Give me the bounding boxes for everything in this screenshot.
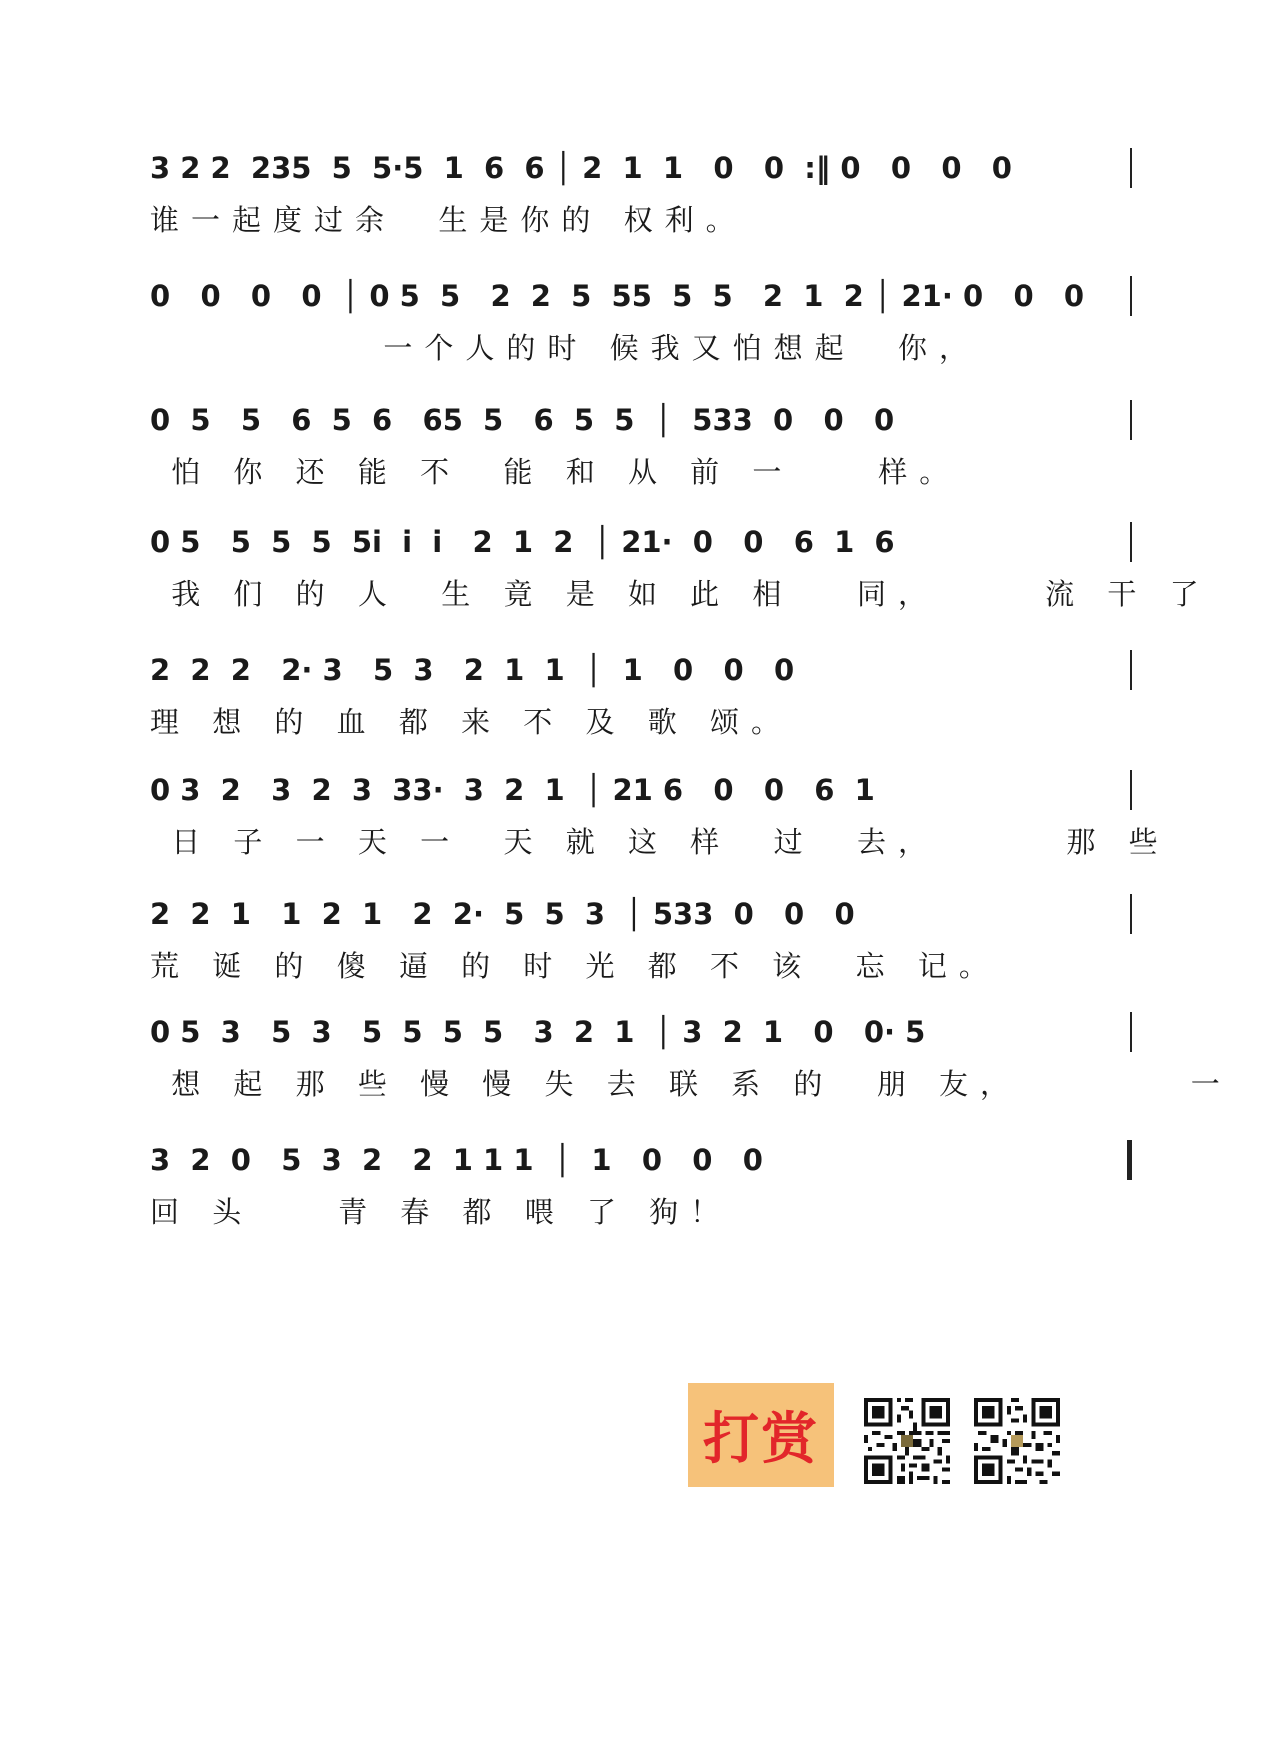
lyrics-line-6: 日 子 一 天 一 天 就 这 样 过 去， 那 些 <box>150 825 1170 859</box>
final-barline <box>1127 1140 1132 1180</box>
barline <box>1130 148 1132 188</box>
barline <box>1130 1012 1132 1052</box>
lyrics-line-1: 谁一起度过余 生是你的 权利。 <box>150 203 747 237</box>
lyrics-line-7: 荒 诞 的 傻 逼 的 时 光 都 不 该 忘 记。 <box>150 949 1000 983</box>
lyrics-line-5: 理 想 的 血 都 来 不 及 歌 颂。 <box>150 705 792 739</box>
score-line-2 <box>150 274 1130 384</box>
score-line-7 <box>150 892 1130 1002</box>
score-line-6 <box>150 768 1170 878</box>
notes-line-1: 3 2 2 235 5 5·5 1 6 6 │ 2 1 1 0 0 :‖ 0 0 0 0 <box>150 151 1012 185</box>
score-line-5 <box>150 648 1130 758</box>
notes-line-7: 2 2 1 1 2 1 2 2· 5 5 3 │ 533 0 0 0 <box>150 897 855 931</box>
qr-code-icon <box>974 1398 1060 1484</box>
barline <box>1130 522 1132 562</box>
notes-line-3: 0 5 5 6 5 6 65 5 6 5 5 │ 533 0 0 0 <box>150 403 895 437</box>
notes-line-5: 2 2 2 2· 3 5 3 2 1 1 │ 1 0 0 0 <box>150 653 795 687</box>
score-line-8 <box>150 1010 1232 1120</box>
notes-line-6: 0 3 2 3 2 3 33· 3 2 1 │ 21 6 0 0 6 1 <box>150 773 875 807</box>
score-line-9 <box>150 1138 1130 1248</box>
reward-button[interactable]: 打赏 <box>688 1383 834 1487</box>
score-line-4 <box>150 520 1211 630</box>
lyrics-line-4: 我 们 的 人 生 竟 是 如 此 相 同， 流 干 了 <box>150 577 1211 611</box>
qr-code-icon <box>864 1398 950 1484</box>
notes-line-4: 0 5 5 5 5 5i i i 2 1 2 │ 21· 0 0 6 1 6 <box>150 525 895 559</box>
lyrics-line-3: 怕 你 还 能 不 能 和 从 前 一 样。 <box>150 455 961 489</box>
barline <box>1130 894 1132 934</box>
barline <box>1130 650 1132 690</box>
score-line-3 <box>150 398 1130 508</box>
notes-line-9: 3 2 0 5 3 2 2 1 1 1 │ 1 0 0 0 <box>150 1143 763 1177</box>
notes-line-8: 0 5 3 5 3 5 5 5 5 3 2 1 │ 3 2 1 0 0· 5 <box>150 1015 926 1049</box>
notes-line-2: 0 0 0 0 │ 0 5 5 2 2 5 55 5 5 2 1 2 │ 21· 0 0 0 <box>150 279 1085 313</box>
barline <box>1130 770 1132 810</box>
score-line-1 <box>150 146 1130 256</box>
lyrics-line-9: 回 头 青 春 都 喂 了 狗！ <box>150 1195 732 1229</box>
barline <box>1130 400 1132 440</box>
lyrics-line-2: 一个人的时 候我又怕想起 你， <box>150 331 981 365</box>
lyrics-line-8: 想 起 那 些 慢 慢 失 去 联 系 的 朋 友， 一 <box>150 1067 1232 1101</box>
barline <box>1130 276 1132 316</box>
